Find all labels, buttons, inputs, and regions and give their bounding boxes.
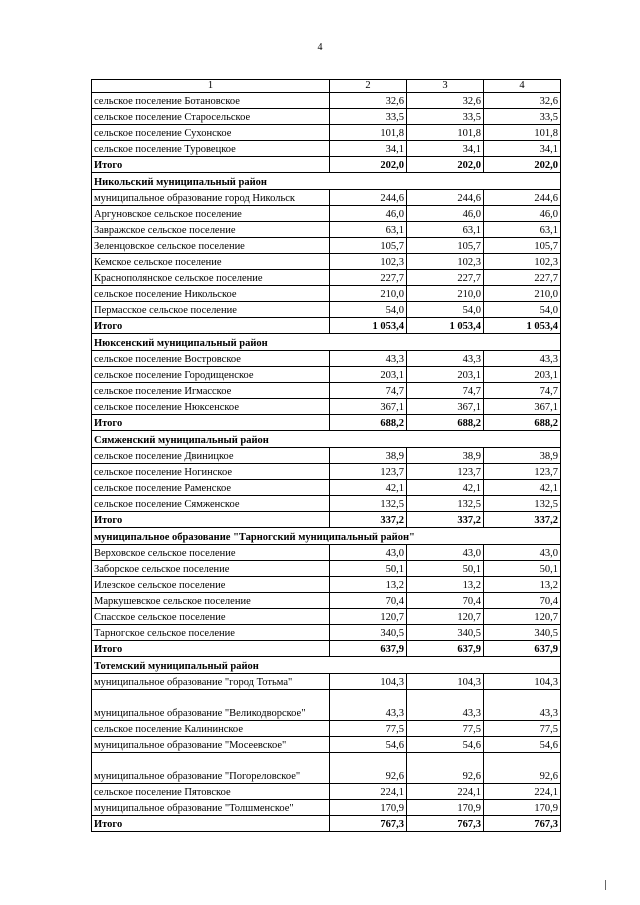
table-body: [92, 80, 561, 832]
amount-cell: 32,6: [407, 93, 484, 109]
amount-cell: 224,1: [330, 784, 407, 800]
amount-cell: 688,2: [407, 415, 484, 431]
table-row: [92, 238, 561, 254]
table-row: [92, 625, 561, 641]
amount-cell: 120,7: [484, 609, 561, 625]
amount-cell: 170,9: [407, 800, 484, 816]
amount-cell: 210,0: [407, 286, 484, 302]
amount-cell: 42,1: [484, 480, 561, 496]
settlement-name: Маркушевское сельское поселение: [92, 593, 330, 609]
settlement-name: муниципальное образование "Мосеевское": [92, 737, 330, 753]
amount-cell: 132,5: [407, 496, 484, 512]
amount-cell: 202,0: [484, 157, 561, 173]
table-row: [92, 496, 561, 512]
header-cell: 1: [92, 80, 330, 93]
settlement-name: муниципальное образование город Никольск: [92, 190, 330, 206]
amount-cell: 637,9: [484, 641, 561, 657]
district-header-row: [92, 334, 561, 351]
amount-cell: 13,2: [484, 577, 561, 593]
settlement-name: сельское поселение Туровецкое: [92, 141, 330, 157]
amount-cell: 227,7: [484, 270, 561, 286]
table-row: [92, 448, 561, 464]
amount-cell: 43,0: [484, 545, 561, 561]
table-row: [92, 286, 561, 302]
amount-cell: 104,3: [484, 674, 561, 690]
amount-cell: 50,1: [484, 561, 561, 577]
amount-cell: 337,2: [330, 512, 407, 528]
amount-cell: 244,6: [330, 190, 407, 206]
amount-cell: 104,3: [330, 674, 407, 690]
settlement-name: сельское поселение Пятовское: [92, 784, 330, 800]
amount-cell: 70,4: [330, 593, 407, 609]
amount-cell: 32,6: [484, 93, 561, 109]
amount-cell: 92,6: [484, 753, 561, 784]
amount-cell: 50,1: [407, 561, 484, 577]
settlement-name: Завражское сельское поселение: [92, 222, 330, 238]
amount-cell: 337,2: [407, 512, 484, 528]
total-label: Итого: [92, 415, 330, 431]
amount-cell: 203,1: [407, 367, 484, 383]
amount-cell: 46,0: [330, 206, 407, 222]
settlement-name: Тарногское сельское поселение: [92, 625, 330, 641]
settlement-name: сельское поселение Ногинское: [92, 464, 330, 480]
amount-cell: 54,6: [407, 737, 484, 753]
table-row: [92, 206, 561, 222]
amount-cell: 340,5: [407, 625, 484, 641]
district-name: Сямженский муниципальный район: [92, 431, 561, 448]
amount-cell: 123,7: [484, 464, 561, 480]
amount-cell: 132,5: [484, 496, 561, 512]
amount-cell: 54,0: [407, 302, 484, 318]
amount-cell: 13,2: [330, 577, 407, 593]
amount-cell: 74,7: [407, 383, 484, 399]
amount-cell: 637,9: [407, 641, 484, 657]
header-cell: 2: [330, 80, 407, 93]
district-name: Нюксенский муниципальный район: [92, 334, 561, 351]
amount-cell: 54,6: [330, 737, 407, 753]
amount-cell: 46,0: [484, 206, 561, 222]
settlement-name: сельское поселение Старосельское: [92, 109, 330, 125]
table-row: [92, 222, 561, 238]
total-label: Итого: [92, 318, 330, 334]
total-label: Итого: [92, 816, 330, 832]
district-name: Никольский муниципальный район: [92, 173, 561, 190]
table-row: [92, 737, 561, 753]
header-row: [92, 80, 561, 93]
amount-cell: 210,0: [330, 286, 407, 302]
amount-cell: 203,1: [330, 367, 407, 383]
amount-cell: 227,7: [407, 270, 484, 286]
amount-cell: 54,0: [330, 302, 407, 318]
header-cell: 3: [407, 80, 484, 93]
table-row: [92, 464, 561, 480]
table-row: [92, 545, 561, 561]
settlement-name: сельское поселение Сухонское: [92, 125, 330, 141]
amount-cell: 202,0: [330, 157, 407, 173]
table-row: [92, 141, 561, 157]
settlement-name: Кемское сельское поселение: [92, 254, 330, 270]
settlement-name: сельское поселение Городищенское: [92, 367, 330, 383]
table-row: [92, 270, 561, 286]
table-row: [92, 577, 561, 593]
amount-cell: 38,9: [484, 448, 561, 464]
amount-cell: 688,2: [330, 415, 407, 431]
table-row: [92, 690, 561, 721]
settlement-name: Краснополянское сельское поселение: [92, 270, 330, 286]
amount-cell: 1 053,4: [484, 318, 561, 334]
table-row: [92, 800, 561, 816]
amount-cell: 34,1: [484, 141, 561, 157]
total-row: [92, 157, 561, 173]
amount-cell: 70,4: [407, 593, 484, 609]
amount-cell: 170,9: [484, 800, 561, 816]
amount-cell: 102,3: [484, 254, 561, 270]
amount-cell: 74,7: [484, 383, 561, 399]
amount-cell: 132,5: [330, 496, 407, 512]
amount-cell: 367,1: [330, 399, 407, 415]
amount-cell: 43,3: [484, 351, 561, 367]
page-number: 4: [317, 42, 323, 53]
amount-cell: 210,0: [484, 286, 561, 302]
amount-cell: 63,1: [407, 222, 484, 238]
table-row: [92, 109, 561, 125]
settlement-name: сельское поселение Востровское: [92, 351, 330, 367]
settlement-name: Спасское сельское поселение: [92, 609, 330, 625]
settlement-name: сельское поселение Двиницкое: [92, 448, 330, 464]
amount-cell: 340,5: [330, 625, 407, 641]
settlement-name: Пермасское сельское поселение: [92, 302, 330, 318]
table-row: [92, 302, 561, 318]
settlement-name: сельское поселение Никольское: [92, 286, 330, 302]
table-row: [92, 190, 561, 206]
amount-cell: 77,5: [330, 721, 407, 737]
amount-cell: 43,0: [407, 545, 484, 561]
table-row: [92, 254, 561, 270]
settlement-name: сельское поселение Игмасское: [92, 383, 330, 399]
amount-cell: 50,1: [330, 561, 407, 577]
amount-cell: 224,1: [407, 784, 484, 800]
amount-cell: 43,3: [484, 690, 561, 721]
settlement-name: Верховское сельское поселение: [92, 545, 330, 561]
table-row: [92, 784, 561, 800]
amount-cell: 105,7: [407, 238, 484, 254]
amount-cell: 34,1: [407, 141, 484, 157]
district-name: муниципальное образование "Тарногский муниципальный район": [92, 528, 561, 545]
settlement-name: муниципальное образование "Толшменское": [92, 800, 330, 816]
amount-cell: 105,7: [330, 238, 407, 254]
amount-cell: 367,1: [484, 399, 561, 415]
amount-cell: 105,7: [484, 238, 561, 254]
district-header-row: [92, 173, 561, 190]
amount-cell: 123,7: [330, 464, 407, 480]
table-row: [92, 561, 561, 577]
table-row: [92, 674, 561, 690]
amount-cell: 244,6: [407, 190, 484, 206]
total-row: [92, 512, 561, 528]
table-row: [92, 609, 561, 625]
settlement-name: сельское поселение Нюксенское: [92, 399, 330, 415]
amount-cell: 43,3: [330, 690, 407, 721]
amount-cell: 688,2: [484, 415, 561, 431]
amount-cell: 63,1: [330, 222, 407, 238]
amount-cell: 340,5: [484, 625, 561, 641]
amount-cell: 43,0: [330, 545, 407, 561]
amount-cell: 43,3: [330, 351, 407, 367]
total-row: [92, 641, 561, 657]
margin-mark: [605, 880, 606, 890]
total-row: [92, 415, 561, 431]
settlement-name: сельское поселение Сямженское: [92, 496, 330, 512]
amount-cell: 42,1: [330, 480, 407, 496]
amount-cell: 33,5: [484, 109, 561, 125]
amount-cell: 63,1: [484, 222, 561, 238]
amount-cell: 92,6: [330, 753, 407, 784]
total-label: Итого: [92, 512, 330, 528]
total-label: Итого: [92, 641, 330, 657]
amount-cell: 34,1: [330, 141, 407, 157]
amount-cell: 33,5: [407, 109, 484, 125]
amount-cell: 70,4: [484, 593, 561, 609]
table-row: [92, 399, 561, 415]
amount-cell: 337,2: [484, 512, 561, 528]
amount-cell: 1 053,4: [407, 318, 484, 334]
amount-cell: 33,5: [330, 109, 407, 125]
table-row: [92, 593, 561, 609]
amount-cell: 244,6: [484, 190, 561, 206]
amount-cell: 46,0: [407, 206, 484, 222]
amount-cell: 227,7: [330, 270, 407, 286]
total-label: Итого: [92, 157, 330, 173]
total-row: [92, 318, 561, 334]
amount-cell: 123,7: [407, 464, 484, 480]
district-header-row: [92, 657, 561, 674]
table-row: [92, 351, 561, 367]
settlement-name: сельское поселение Калининское: [92, 721, 330, 737]
amount-cell: 38,9: [407, 448, 484, 464]
amount-cell: 77,5: [407, 721, 484, 737]
district-header-row: [92, 528, 561, 545]
settlement-name: сельское поселение Ботановское: [92, 93, 330, 109]
amount-cell: 38,9: [330, 448, 407, 464]
district-header-row: [92, 431, 561, 448]
settlement-name: Заборское сельское поселение: [92, 561, 330, 577]
total-row: [92, 816, 561, 832]
budget-table: [91, 79, 561, 832]
amount-cell: 32,6: [330, 93, 407, 109]
amount-cell: 224,1: [484, 784, 561, 800]
amount-cell: 203,1: [484, 367, 561, 383]
amount-cell: 637,9: [330, 641, 407, 657]
table-row: [92, 480, 561, 496]
district-name: Тотемский муниципальный район: [92, 657, 561, 674]
amount-cell: 104,3: [407, 674, 484, 690]
settlement-name: Аргуновское сельское поселение: [92, 206, 330, 222]
table-row: [92, 721, 561, 737]
amount-cell: 767,3: [330, 816, 407, 832]
amount-cell: 54,0: [484, 302, 561, 318]
amount-cell: 42,1: [407, 480, 484, 496]
table-row: [92, 367, 561, 383]
amount-cell: 43,3: [407, 690, 484, 721]
settlement-name: муниципальное образование "Великодворское": [92, 690, 330, 721]
amount-cell: 54,6: [484, 737, 561, 753]
amount-cell: 43,3: [407, 351, 484, 367]
table-row: [92, 383, 561, 399]
amount-cell: 102,3: [330, 254, 407, 270]
table-row: [92, 125, 561, 141]
amount-cell: 170,9: [330, 800, 407, 816]
table-row: [92, 93, 561, 109]
amount-cell: 77,5: [484, 721, 561, 737]
amount-cell: 92,6: [407, 753, 484, 784]
amount-cell: 74,7: [330, 383, 407, 399]
amount-cell: 367,1: [407, 399, 484, 415]
amount-cell: 1 053,4: [330, 318, 407, 334]
settlement-name: муниципальное образование "Погореловское": [92, 753, 330, 784]
header-cell: 4: [484, 80, 561, 93]
amount-cell: 101,8: [484, 125, 561, 141]
amount-cell: 102,3: [407, 254, 484, 270]
amount-cell: 101,8: [330, 125, 407, 141]
amount-cell: 101,8: [407, 125, 484, 141]
settlement-name: Илезское сельское поселение: [92, 577, 330, 593]
settlement-name: Зеленцовское сельское поселение: [92, 238, 330, 254]
settlement-name: муниципальное образование "город Тотьма": [92, 674, 330, 690]
amount-cell: 202,0: [407, 157, 484, 173]
table-row: [92, 753, 561, 784]
amount-cell: 120,7: [330, 609, 407, 625]
settlement-name: сельское поселение Раменское: [92, 480, 330, 496]
amount-cell: 767,3: [484, 816, 561, 832]
amount-cell: 13,2: [407, 577, 484, 593]
amount-cell: 767,3: [407, 816, 484, 832]
amount-cell: 120,7: [407, 609, 484, 625]
